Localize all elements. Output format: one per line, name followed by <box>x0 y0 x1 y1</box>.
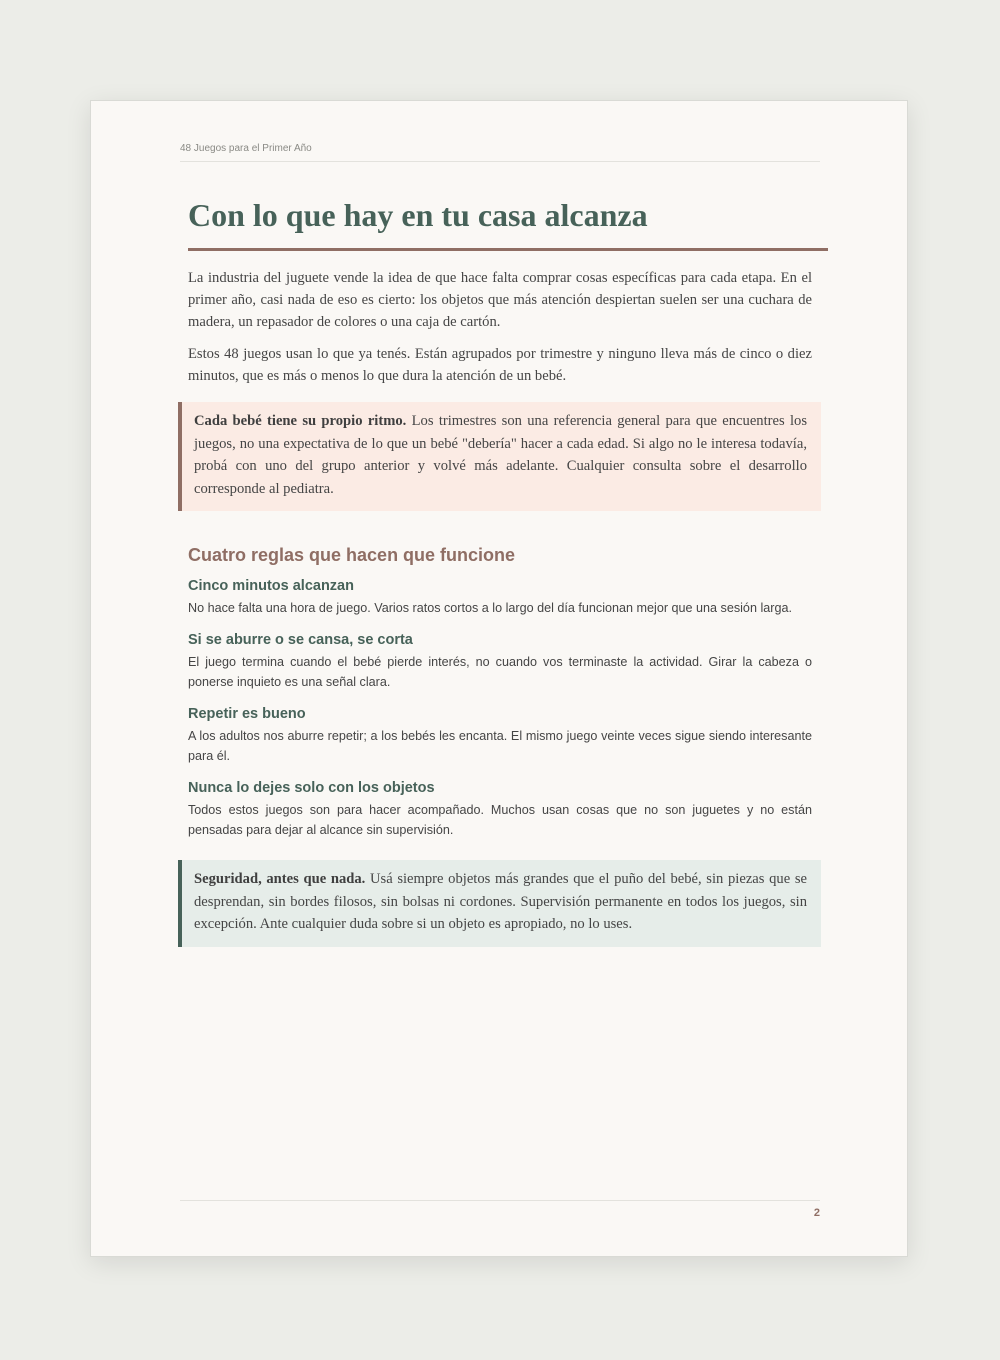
intro-paragraph: La industria del juguete vende la idea de que hace falta comprar cosas específicas para cada etapa. En el primer año, casi nada de eso es cierto: los objetos que más atención despiertan suelen ser una cuchara de madera, un repasador de colores o una caja de cartón. <box>188 269 812 331</box>
rule-text: El juego termina cuando el bebé pierde interés, no cuando vos terminaste la actividad. Girar la cabeza o ponerse inquieto es una señal clara. <box>188 655 812 689</box>
safety-callout <box>178 860 821 946</box>
rhythm-callout <box>178 402 821 511</box>
intro-paragraph: Estos 48 juegos usan lo que ya tenés. Están agrupados por trimestre y ninguno lleva más de cinco o diez minutos, que es más o menos lo que dura la atención de un bebé. <box>188 345 812 384</box>
rhythm-callout-lead: Cada bebé tiene su propio ritmo. <box>194 413 407 430</box>
rule-item <box>188 779 812 840</box>
document-page <box>90 100 908 1257</box>
rule-title: Repetir es bueno <box>188 706 306 723</box>
page-title: Con lo que hay en tu casa alcanza <box>188 197 828 251</box>
page-number: 2 <box>813 1207 820 1219</box>
rule-text: No hace falta una hora de juego. Varios ratos cortos a lo largo del día funcionan mejor que una sesión larga. <box>188 600 792 615</box>
rules-heading: Cuatro reglas que hacen que funcione <box>188 544 516 565</box>
safety-callout-lead: Seguridad, antes que nada. <box>194 871 366 888</box>
rule-item <box>188 577 812 619</box>
rule-item <box>188 705 812 766</box>
intro-section <box>188 267 812 387</box>
rule-title: Cinco minutos alcanzan <box>188 577 354 594</box>
page-footer <box>180 1200 820 1219</box>
page-content <box>188 197 828 947</box>
rule-item <box>188 631 812 692</box>
rule-title: Nunca lo dejes solo con los objetos <box>188 780 435 797</box>
rule-text: Todos estos juegos son para hacer acompañado. Muchos usan cosas que no son juguetes y no están pensadas para dejar al alcance sin supervisión. <box>188 803 812 837</box>
rule-title: Si se aburre o se cansa, se corta <box>188 632 413 649</box>
rule-text: A los adultos nos aburre repetir; a los bebés les encanta. El mismo juego veinte veces sigue siendo interesante para él. <box>188 729 812 763</box>
safety-callout-text: Usá siempre objetos más grandes que el puño del bebé, sin piezas que se desprendan, sin bordes filosos, sin bolsas ni cordones. Supervisión permanente en todos los juegos, sin excepción. Ante cualquier duda sobre si un objeto es apropiado, no lo uses. <box>194 871 807 933</box>
running-header: 48 Juegos para el Primer Año <box>180 143 820 162</box>
rhythm-callout-text: Los trimestres son una referencia general para que encuentres los juegos, no una expectativa de lo que un bebé "debería" hacer a cada edad. Si algo no le interesa todavía, probá con uno del grupo anterior y volvé más adelante. Cualquier consulta sobre el desarrollo corresponde al pediatra. <box>194 413 807 497</box>
